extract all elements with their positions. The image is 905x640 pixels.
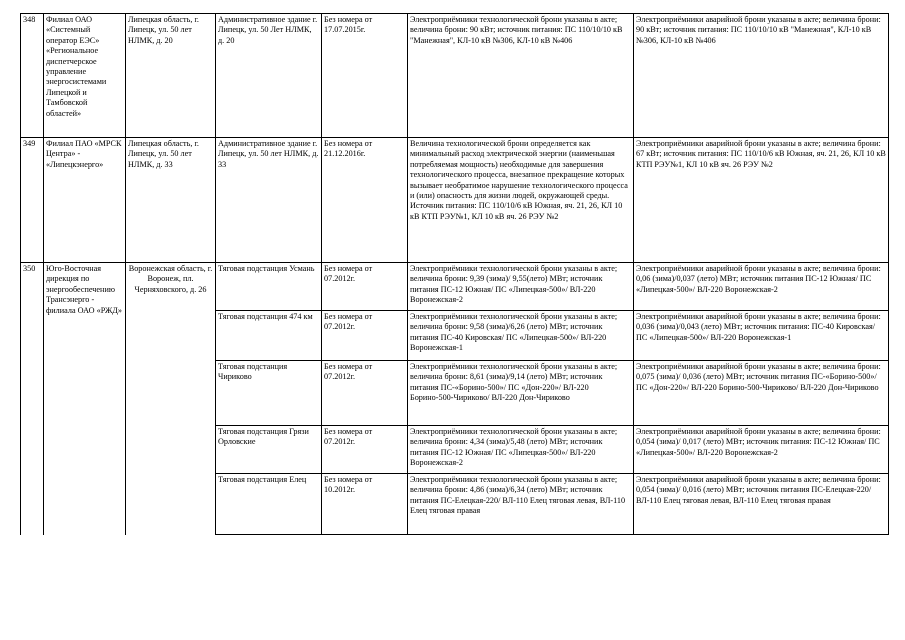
object-cell: Тяговая подстанция Усмань — [216, 263, 322, 311]
address-cell: Воронежская область, г. Воронеж, пл. Черняховского, д. 26 — [126, 263, 216, 535]
table-row — [21, 138, 889, 263]
emergency-reserve-cell: Электроприёмники аварийной брони указаны в акте; величина брони: 0,036 (зима)/0,043 (лето) МВт; источник питания: ПС-40 Кировская/ ПС «Липецкая-500»/ ВЛ-220 Воронежская-1 — [634, 311, 889, 361]
address-cell: Липецкая область, г. Липецк, ул. 50 лет НЛМК, д. 20 — [126, 14, 216, 138]
row-number: 348 — [21, 14, 44, 138]
emergency-reserve-cell: Электроприёмники аварийной брони указаны в акте; величина брони: 67 кВт; источник питания: ПС 110/10/6 кВ Южная, яч. 21, 26, КЛ 10 кВ КТП РЭУ№1, КЛ 10 кВ яч. 26 РЭУ №2 — [634, 138, 889, 263]
emergency-reserve-cell: Электроприёмники аварийной брони указаны в акте; величина брони: 0,06 (зима)/0,037 (лето) МВт; источник питания ПС-12 Южная/ ПС «Липецкая-500»/ ВЛ-220 Воронежская-2 — [634, 263, 889, 311]
tech-reserve-cell: Электроприёмники технологической брони указаны в акте; величина брони: 9,39 (зима)/ 9,55(лето) МВт; источник питания ПС-12 Южная/ ПС «Липецкая-500»/ ВЛ-220 Воронежская-2 — [408, 263, 634, 311]
row-number: 350 — [21, 263, 44, 535]
row-number: 349 — [21, 138, 44, 263]
emergency-reserve-cell: Электроприёмники аварийной брони указаны в акте; величина брони: 90 кВт; источник питания: ПС 110/10/10 кВ "Манежная", КЛ-10 кВ №306, КЛ-10 кВ №406 — [634, 14, 889, 138]
object-cell: Административное здание г. Липецк, ул. 50 Лет НЛМК, д. 20 — [216, 14, 322, 138]
object-cell: Тяговая подстанция Елец — [216, 474, 322, 535]
object-cell: Административное здание г. Липецк, ул. 50 лет НЛМК, д. 33 — [216, 138, 322, 263]
act-cell: Без номера от 07.2012г. — [322, 361, 408, 426]
tech-reserve-cell: Электроприёмники технологической брони указаны в акте; величина брони: 4,34 (зима)/5,48 (лето) МВт; источник питания ПС-12 Южная/ ПС «Липецкая-500»/ ВЛ-220 Воронежская-2 — [408, 426, 634, 474]
tech-reserve-cell: Электроприёмники технологической брони указаны в акте; величина брони: 90 кВт; источник питания: ПС 110/10/10 кВ "Манежная", КЛ-10 кВ №306, КЛ-10 кВ №406 — [408, 14, 634, 138]
object-cell: Тяговая подстанция Чириково — [216, 361, 322, 426]
tech-reserve-cell: Величина технологической брони определяется как минимальный расход электрической энергии (наименьшая потребляемая мощность) необходимые для завершения технологического процесса, внезапное прекращение которых вызывает необратимое нарушение технологического процесса и (или) опасность для жизни людей, окружающей среды. Источник питания: ПС 110/10/6 кВ Южная, яч. 21, 26, КЛ 10 кВ КТП РЭУ№1, КЛ 10 кВ яч. 26 РЭУ №2 — [408, 138, 634, 263]
table-row — [21, 14, 889, 138]
organization-cell: Филиал ПАО «МРСК Центра» - «Липецкэнерго» — [44, 138, 126, 263]
act-cell: Без номера от 07.2012г. — [322, 311, 408, 361]
emergency-reserve-cell: Электроприёмники аварийной брони указаны в акте; величина брони: 0,054 (зима)/ 0,017 (лето) МВт; источник питания: ПС-12 Южная/ ПС «Липецкая-500»/ ВЛ-220 Воронежская-2 — [634, 426, 889, 474]
act-cell: Без номера от 17.07.2015г. — [322, 14, 408, 138]
reservation-table — [20, 13, 889, 535]
organization-cell: Филиал ОАО «Системный оператор ЕЭС» «Региональное диспетчерское управление энергосистемами Липецкой и Тамбовской областей» — [44, 14, 126, 138]
emergency-reserve-cell: Электроприёмники аварийной брони указаны в акте; величина брони: 0,054 (зима)/ 0,016 (лето) МВт; источник питания ПС-Елецкая-220/ ВЛ-110 Елец тяговая левая, ВЛ-110 Елец тяговая правая — [634, 474, 889, 535]
tech-reserve-cell: Электроприёмники технологической брони указаны в акте; величина брони: 4,86 (зима)/6,34 (лето) МВт; источник питания ПС-Елецкая-220/ ВЛ-110 Елец тяговая левая, ВЛ-110 Елец тяговая правая — [408, 474, 634, 535]
act-cell: Без номера от 10.2012г. — [322, 474, 408, 535]
table-row — [21, 263, 889, 311]
object-cell: Тяговая подстанция Грязи Орловские — [216, 426, 322, 474]
object-cell: Тяговая подстанция 474 км — [216, 311, 322, 361]
tech-reserve-cell: Электроприёмники технологической брони указаны в акте; величина брони: 8,61 (зима)/9,14 (лето) МВт; источник питания ПС-«Борино-500»/ ПС «Дон-220»/ ВЛ-220 Борино-500-Чириково/ ВЛ-220 Дон-Чириково — [408, 361, 634, 426]
act-cell: Без номера от 21.12.2016г. — [322, 138, 408, 263]
act-cell: Без номера от 07.2012г. — [322, 426, 408, 474]
tech-reserve-cell: Электроприёмники технологической брони указаны в акте; величина брони: 9,58 (зима)/6,26 (лето) МВт; источник питания ПС-40 Кировская/ ПС «Липецкая-500»/ ВЛ-220 Воронежская-1 — [408, 311, 634, 361]
emergency-reserve-cell: Электроприёмники аварийной брони указаны в акте; величина брони: 0,075 (зима)/ 0,036 (лето) МВт; источник питания ПС-«Борино-500»/ ПС «Дон-220»/ ВЛ-220 Борино-500-Чириково/ ВЛ-220 Дон-Чириково — [634, 361, 889, 426]
organization-cell: Юго-Восточная дирекция по энергообеспечению Трансэнерго - филиала ОАО «РЖД» — [44, 263, 126, 535]
act-cell: Без номера от 07.2012г. — [322, 263, 408, 311]
address-cell: Липецкая область, г. Липецк, ул. 50 лет НЛМК, д. 33 — [126, 138, 216, 263]
